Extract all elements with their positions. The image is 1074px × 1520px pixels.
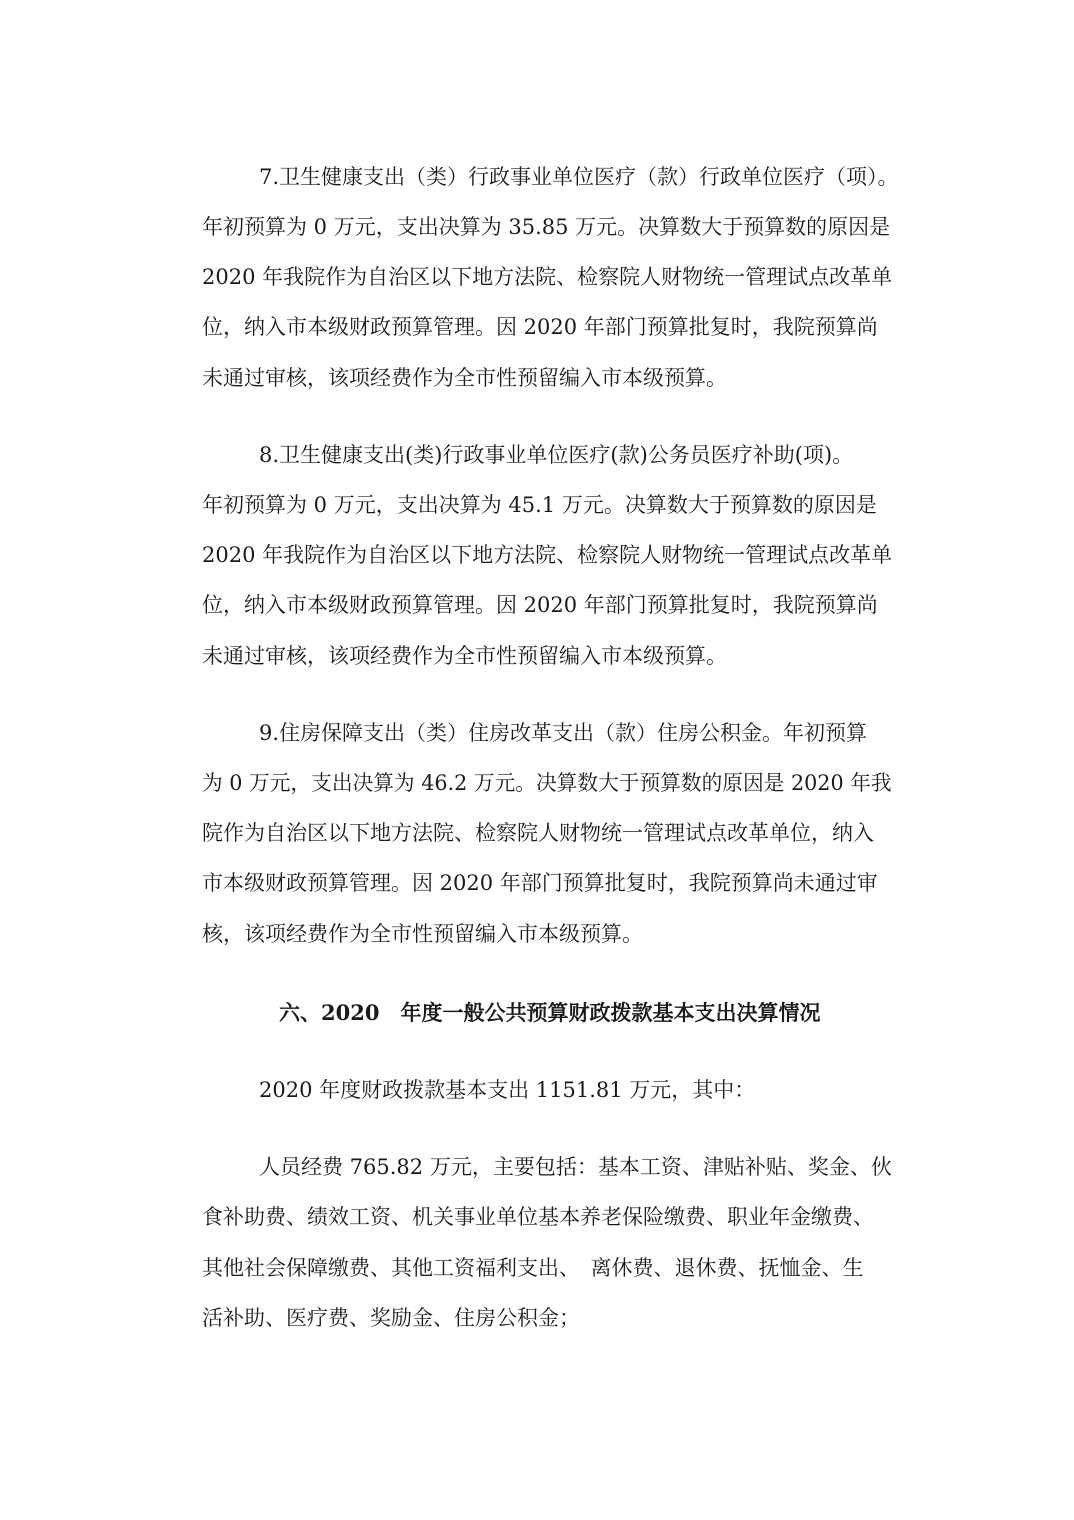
paragraph-line: 位，纳入市本级财政预算管理。因 2020 年部门预算批复时，我院预算尚	[202, 593, 878, 617]
paragraph-line: 位，纳入市本级财政预算管理。因 2020 年部门预算批复时，我院预算尚	[202, 315, 878, 339]
paragraph-line: 9.住房保障支出（类）住房改革支出（款）住房公积金。年初预算	[259, 721, 868, 745]
paragraph-line: 7.卫生健康支出（类）行政事业单位医疗（款）行政单位医疗（项）。	[259, 165, 899, 189]
paragraph-line: 院作为自治区以下地方法院、检察院人财物统一管理试点改革单位，纳入	[202, 821, 874, 845]
summary-line: 2020 年度财政拨款基本支出 1151.81 万元，其中：	[259, 1078, 756, 1102]
paragraph-line: 人员经费 765.82 万元，主要包括：基本工资、津贴补贴、奖金、伙	[259, 1155, 892, 1179]
paragraph-line: 年初预算为 0 万元，支出决算为 45.1 万元。决算数大于预算数的原因是	[202, 493, 877, 517]
paragraph-line: 活补助、医疗费、奖励金、住房公积金；	[202, 1306, 580, 1330]
paragraph-line: 2020 年我院作为自治区以下地方法院、检察院人财物统一管理试点改革单	[202, 265, 893, 289]
paragraph-line: 核，该项经费作为全市性预留编入市本级预算。	[202, 922, 643, 946]
paragraph-line: 市本级财政预算管理。因 2020 年部门预算批复时，我院预算尚未通过审	[202, 871, 878, 895]
paragraph-line: 8.卫生健康支出(类)行政事业单位医疗(款)公务员医疗补助(项)。	[259, 443, 854, 467]
paragraph-line: 为 0 万元，支出决算为 46.2 万元。决算数大于预算数的原因是 2020 年我	[202, 771, 892, 795]
paragraph-line: 年初预算为 0 万元，支出决算为 35.85 万元。决算数大于预算数的原因是	[202, 215, 891, 239]
paragraph-line: 2020 年我院作为自治区以下地方法院、检察院人财物统一管理试点改革单	[202, 543, 893, 567]
paragraph-line: 未通过审核，该项经费作为全市性预留编入市本级预算。	[202, 366, 727, 390]
section-heading: 六、2020 年度一般公共预算财政拨款基本支出决算情况	[279, 1000, 821, 1025]
paragraph-line: 其他社会保障缴费、其他工资福利支出、 离休费、退休费、抚恤金、生	[202, 1256, 864, 1280]
paragraph-line: 未通过审核，该项经费作为全市性预留编入市本级预算。	[202, 644, 727, 668]
paragraph-line: 食补助费、绩效工资、机关事业单位基本养老保险缴费、职业年金缴费、	[202, 1205, 874, 1229]
